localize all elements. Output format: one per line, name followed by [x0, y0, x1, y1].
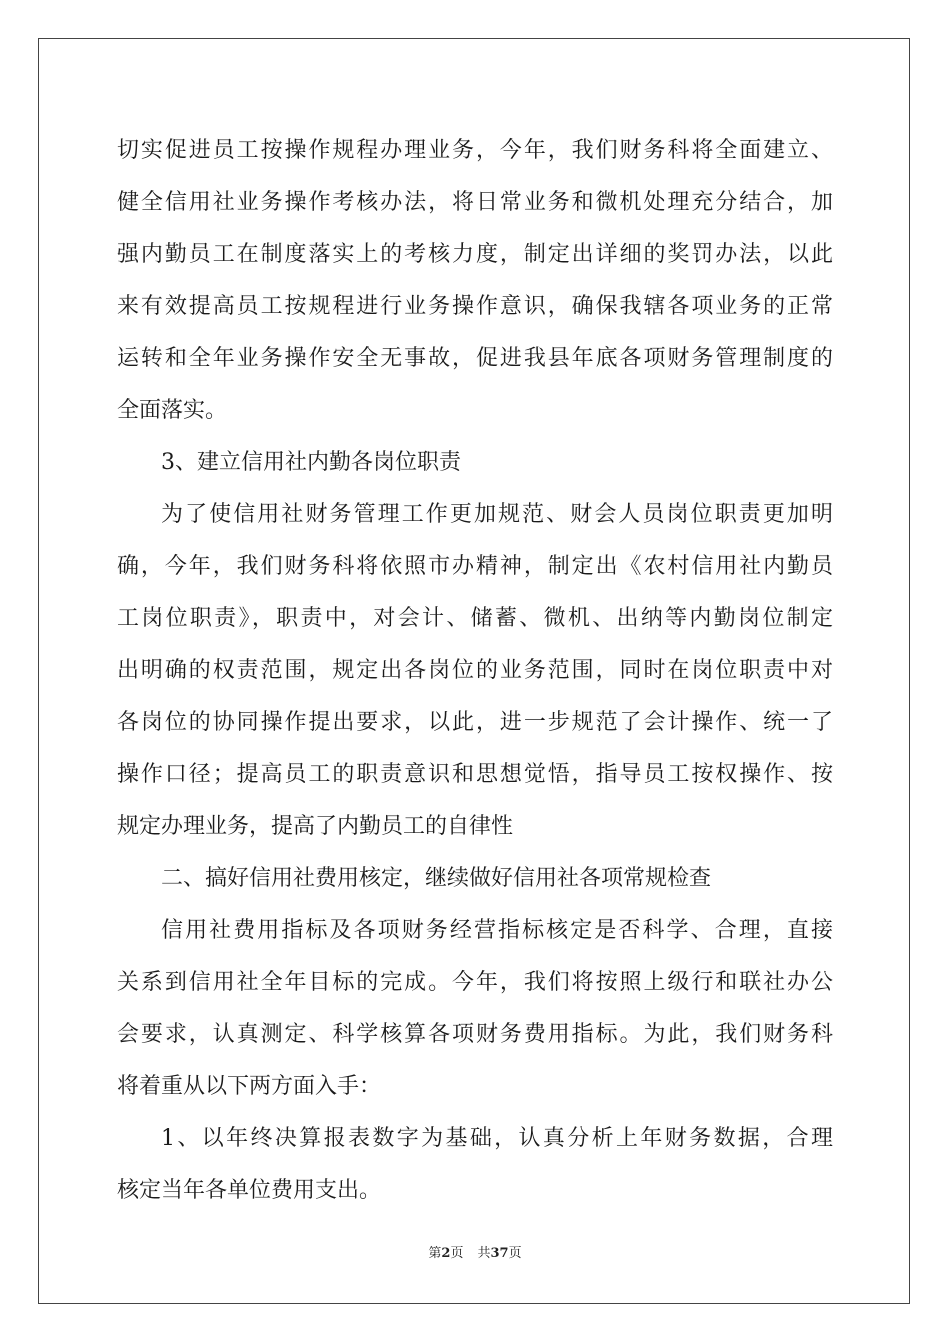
total-suffix: 页 — [508, 1246, 522, 1261]
text-line: 来有效提高员工按规程进行业务操作意识，确保我辖各项业务的正常 — [117, 294, 833, 319]
text-line: 规定办理业务，提高了内勤员工的自律性 — [117, 814, 514, 839]
text-line: 信用社费用指标及各项财务经营指标核定是否科学、合理，直接 — [161, 918, 833, 943]
text-line: 确，今年，我们财务科将依照市办精神，制定出《农村信用社内勤员 — [117, 554, 833, 579]
text-line: 会要求，认真测定、科学核算各项财务费用指标。为此，我们财务科 — [117, 1022, 833, 1047]
section-heading: 二、搞好信用社费用核定，继续做好信用社各项常规检查 — [161, 866, 712, 891]
total-pages: 37 — [490, 1246, 509, 1261]
text-line: 将着重从以下两方面入手： — [117, 1074, 382, 1099]
text-line: 切实促进员工按操作规程办理业务，今年，我们财务科将全面建立、 — [117, 138, 833, 163]
text-line: 为了使信用社财务管理工作更加规范、财会人员岗位职责更加明 — [161, 502, 833, 527]
section-heading: 3、建立信用社内勤各岗位职责 — [161, 450, 461, 475]
total-prefix: 共 — [477, 1246, 491, 1261]
text-line: 各岗位的协同操作提出要求，以此，进一步规范了会计操作、统一了 — [117, 710, 833, 735]
text-line: 全面落实。 — [117, 398, 228, 423]
text-line: 操作口径；提高员工的职责意识和思想觉悟，指导员工按权操作、按 — [117, 762, 833, 787]
page-number: 2 — [441, 1246, 451, 1261]
text-line: 健全信用社业务操作考核办法，将日常业务和微机处理充分结合，加 — [117, 190, 833, 215]
text-line: 出明确的权责范围，规定出各岗位的业务范围，同时在岗位职责中对 — [117, 658, 833, 683]
page-suffix: 页 — [450, 1246, 464, 1261]
page-prefix: 第 — [428, 1246, 442, 1261]
text-line: 1、以年终决算报表数字为基础，认真分析上年财务数据，合理 — [161, 1126, 833, 1151]
text-line: 运转和全年业务操作安全无事故，促进我县年底各项财务管理制度的 — [117, 346, 833, 371]
text-line: 强内勤员工在制度落实上的考核力度，制定出详细的奖罚办法，以此 — [117, 242, 833, 267]
text-line: 工岗位职责》，职责中，对会计、储蓄、微机、出纳等内勤岗位制定 — [117, 606, 833, 631]
text-line: 关系到信用社全年目标的完成。今年，我们将按照上级行和联社办公 — [117, 970, 833, 995]
text-line: 核定当年各单位费用支出。 — [117, 1178, 382, 1203]
page-footer — [0, 1242, 950, 1261]
document-body — [117, 125, 833, 1217]
